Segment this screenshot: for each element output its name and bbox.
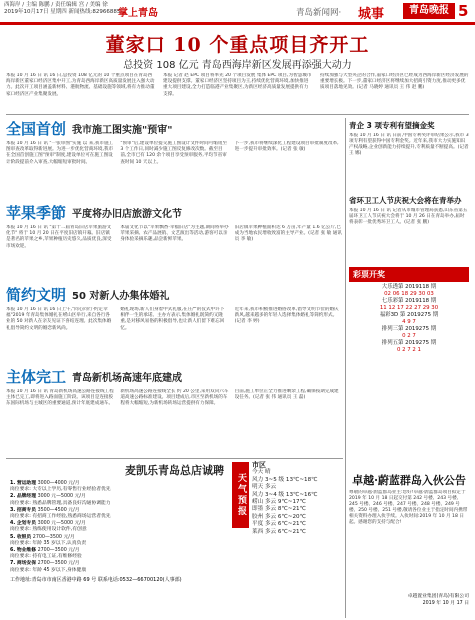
right-item-body: 本报 10 月 16 日 讯 日前,中国专利奖评审结果公示,我市 3 项专利有望获得中国专利金奖。近年来,我市大力实施知识产权战略,企业创新能力持续提升,专利质量不断提高。(记者 王 娜) — [349, 133, 469, 157]
lottery-numbers: 02 06 18 29 30 03 — [384, 291, 434, 297]
ad-item-salary: 2700—3500 元/月 — [37, 561, 80, 567]
weather-row: 明天 多云 — [252, 484, 277, 491]
article-2 — [6, 202, 343, 282]
list-item — [10, 561, 224, 573]
ad-item-label: 1. 营运助理 — [10, 481, 37, 486]
ad-item-label: 5. 收银员 — [10, 534, 32, 540]
lottery-line: 排列五第 2019275 期 — [381, 340, 437, 346]
article-title: 简约文明 — [6, 286, 67, 304]
divider — [6, 114, 469, 115]
app-logo: 掌上青岛 — [118, 8, 158, 19]
header-rule — [0, 22, 475, 25]
ad-item-desc: 岗位要求: 熟练使用设计软件,有创意 — [10, 527, 87, 533]
ad-item-label: 3. 招商专员 — [10, 507, 37, 513]
weather-row: 即墨 多云 8℃~21℃ — [252, 506, 306, 513]
weather-row: 平度 多云 6℃~21℃ — [252, 521, 306, 528]
article-3 — [6, 284, 343, 364]
page-number: 5 — [458, 2, 469, 20]
page-header — [0, 0, 475, 22]
ad-item-desc: 岗位要求: 大专以上学历,有零售行业经验者优先 — [10, 487, 111, 493]
weather-row: 崂山 多云 9℃~17℃ — [252, 499, 306, 506]
ad-item-desc: 岗位要求: 年龄 45 岁以下,身体健康 — [10, 567, 87, 573]
right-item-title: 青企 3 项专利有望摘金奖 — [349, 121, 435, 130]
article-col: 旧店镇苹果种植面积达 6 万亩,年产量 1.6 亿公斤,已成为当地农民增收致富的主导产业。(记者 张 敏 通讯员 李 敏) — [234, 225, 342, 243]
header-meta — [4, 2, 120, 16]
ad-list — [6, 481, 228, 574]
lottery-line: 大乐透第 2019118 期 — [381, 284, 437, 290]
article-subtitle: 50 对新人办集体婚礼 — [72, 291, 170, 302]
weather-row: 今天 晴 — [252, 469, 271, 476]
lead-col-2: 本报 记者 赵 EPC 项目将率先 20 个项目发展 集体 EPC 项目,为智慧城市建设提供支撑。董家口经济区坚持项目为王,持续优化营商环境,加快推进重大项目建设,全力打造临港产业集聚区,为新区经济高质量发展提供有力支撑。 — [163, 73, 312, 97]
masthead-badge: 青岛晚报 — [403, 3, 455, 19]
lottery-numbers: 0 2 7 — [402, 333, 416, 339]
ad-item-salary: 2700—3500 元/月 — [37, 548, 80, 554]
weather-row: 胶州 多云 6℃~20℃ — [252, 513, 306, 520]
article-col: 目前,施工单位正全力推进剩余工程,确保按期完成建设任务。(记者 张 伟 通讯员 王 磊) — [234, 389, 339, 401]
weather-row: 风力 3~5 级 13℃~18℃ — [252, 476, 318, 483]
article-title: 主体完工 — [6, 368, 67, 386]
ad-item-desc: 岗位要求: 持有电工证,有维修经验 — [10, 554, 82, 560]
right-item-title: 省环卫工人节庆祝大会将在青举办 — [349, 196, 462, 205]
lottery-list — [349, 284, 469, 354]
article-title: 全国首创 — [6, 120, 67, 138]
article-4 — [6, 366, 343, 456]
notice-title: 卓越·蔚蓝群岛入伙公告 — [352, 474, 466, 487]
article-col: 本报 10 月 16 日 讯 16 日上午,"同心同行·约定幸福"2019 年青岛集体婚礼在崂山区举行,来自各行各业的 50 对新人在亲友见证下喜结连理。此次集体婚礼倡导简约文明的婚恋新风尚。 — [6, 307, 112, 331]
article-subtitle: 平度将办旧店旅游文化节 — [72, 209, 183, 220]
weather-row: 莱西 多云 6℃~21℃ — [252, 528, 306, 535]
section-name: 城事 — [358, 7, 385, 22]
article-1 — [6, 118, 343, 200]
lottery-numbers: 11 12 17 22 27 29 30 — [379, 305, 439, 311]
list-item — [10, 481, 224, 493]
list-item — [10, 508, 224, 520]
ad-item-salary: 3000 元—5000 元/月 — [37, 521, 86, 527]
notice-footer: 卓越置业集团(青岛)有限公司 2019 年 10 月 17 日 — [407, 594, 469, 606]
article-col: 下一步,我市将继续深化工程建设项目审批制度改革,进一步提升审批效率。(记者 张 敏) — [234, 141, 339, 153]
lead-col-3: 持续加强与大型央企的合作,董家口经济区已经成为西海岸新区经济发展的重要增长极。下一步,董家口经济区将继续加大招商引资力度,推动更多优质项目落地见效。(记者 马晓婷 通讯员 王 伟 赵 鹏) — [320, 73, 469, 91]
lead-col-1: 本报 10 月 16 日 讯 16 日,总投资 108 亿元的 10 个重点项目在青岛西海岸新区董家口经济区集中开工,为青岛西海岸新区高质量发展注入强大动力。此次开工项目涵盖新材料、港航物流、基础设施等领域,将有力推动董家口经济区产业集聚发展。 — [6, 73, 155, 97]
lead-body — [6, 73, 469, 111]
article-col: "预审"后,建设单位提交施工图设计文件时间可缩短至 3 个工作日,同时减少施工图反复修改次数。截至目前,全市已有 120 余个项目享受预审服务,平均节省审查时间 10 天以上。 — [120, 141, 228, 165]
lead-subhead: 总投资 108 亿元 青岛西海岸新区发展再添强大动力 — [123, 60, 352, 71]
header-meta-line2: 2019年10月17日 星期四 新闻热线:82966885 — [4, 9, 121, 15]
article-col: 婚礼现场,新人们身着中式礼服,在庄严的仪式中许下相伴一生的承诺。主办方表示,集体婚礼既简约又隆重,是对移风易俗的积极倡导,也让新人们留下难忘回忆。 — [120, 307, 225, 331]
right-item-body: 本报 10 月 16 日 讯 记者从市城市管理局获悉,山东省第五届环卫工人节庆祝大会将于 10 月 26 日在青岛举办,届时将表彰一批优秀环卫工人。(记者 张 鹏) — [349, 208, 468, 226]
notice-block — [349, 470, 469, 606]
ad-item-salary: 3000—4000 元/月 — [37, 481, 80, 486]
lottery-numbers: 0 2 7 2 1 — [396, 347, 421, 353]
lead-headline: 董家口 10 个重点项目齐开工 — [105, 34, 370, 56]
ad-item-label: 2. 品牌经理 — [10, 494, 37, 500]
lottery-line: 排列三第 2019275 期 — [381, 326, 437, 332]
right-column — [349, 118, 469, 354]
article-col: 本届文化节以"苹果飘香·幸福旧店"为主题,期间将举办苹果采摘、农产品展销、文艺演出等活动,游客可以亲身体验采摘乐趣,品尝新鲜苹果。 — [120, 225, 229, 243]
ad-item-desc: 岗位要求: 熟悉品牌管理,具备良好沟通协调能力 — [10, 500, 111, 506]
ad-item-desc: 岗位要求: 有招商工作经验,熟悉商场运营者优先 — [10, 514, 111, 520]
left-articles — [6, 118, 343, 458]
ad-item-label: 7. 商场安保 — [10, 561, 37, 567]
notice-body: 尊敬的卓越·蔚蓝群岛业主:您好!卓越·蔚蓝群岛项目拟定于 2019 年 10 月 18 日起交付第 242 号楼、243 号楼、245 号楼、246 号楼、247 号楼、248 号楼、249 号楼、250 号楼、251 号楼,敬请各位业主于指定时间内携带相关资料办理入伙手续。入伙时间:2019 年 10 月 18 日起。感谢您的支持与配合! — [349, 490, 468, 526]
ad-item-salary: 2700—3500 元/月 — [32, 534, 75, 540]
article-col: 本报 10 月 16 日 讯 "第十二届青岛旧店苹果旅游文化节" 将于 10 月 20 日在平度旧店镇开幕。旧店镇是著名的苹果之乡,苹果种植历史悠久,品质优良,深受市场欢迎。 — [6, 225, 112, 249]
header-meta-line1: 西海岸 / 主编 陈鹏 / 责任编辑 宫 / 美编 徐 — [4, 2, 108, 8]
lottery-line: 七乐彩第 2019118 期 — [381, 298, 437, 304]
ad-item-label: 6. 物业维修 — [10, 548, 37, 554]
lottery-numbers: 4 9 7 — [402, 319, 416, 325]
weather-title: 市区 — [252, 461, 266, 469]
article-col: 本报 10 月 16 日 讯 青岛新机场高速公路连接线工程主体已完工,即将进入路面施工阶段。该项目是连接胶东国际机场与主城区的重要通道,预计年底建成通车。 — [6, 389, 114, 407]
list-item — [10, 548, 224, 560]
ad-item-salary: 3500—4500 元/月 — [37, 507, 80, 513]
weather-band: 天气预报 — [232, 462, 249, 528]
ad-item-desc: 岗位要求: 年龄 35 岁以下,认真负责 — [10, 540, 87, 546]
ad-contact: 工作地址:青岛市市南区香港中路 69 号 联系电话:0532—66700120(人事部) — [10, 576, 182, 583]
list-item — [10, 494, 224, 506]
brand-name: 青岛新闻网· — [296, 8, 342, 18]
article-subtitle: 我市施工图实施"预审" — [72, 125, 173, 136]
article-col: 本报 10 月 16 日 讯 "一张审图"实施 以 来,我市施工图审查改革取得新进展。为进一步优化营商环境,我市在全国首创施工图"预审"制度,建设单位可在施工图设计阶段提前介入审查,大幅缩短审批时间。 — [6, 141, 114, 165]
article-col: 近年来,我市积极推进婚俗改革,倡导文明节俭的婚庆新风,越来越多的年轻人选择集体婚礼等简约形式。(记者 李 婷) — [234, 307, 339, 325]
ad-item-salary: 3000 元—5000 元/月 — [37, 494, 86, 500]
weather-box — [252, 462, 340, 562]
weather-row: 风力 3~4 级 13℃~16℃ — [252, 491, 318, 498]
article-col: 新机场高速公路连接线全长 约 20 公里,采用双向六车道高速公路标准建设。项目建成后,市区至新机场的车程将大幅缩短,为新机场转场运营提供有力保障。 — [120, 389, 229, 407]
lottery-title: 彩票开奖 — [349, 267, 469, 282]
article-title: 苹果季節 — [6, 204, 67, 222]
lottery-line: 福彩3D 第 2019275 期 — [379, 312, 439, 318]
ad-item-label: 4. 企划专员 — [10, 521, 37, 527]
column-divider — [345, 118, 346, 618]
list-item — [10, 521, 224, 533]
ad-title: 麦凯乐青岛总店诚聘 — [125, 464, 224, 477]
article-subtitle: 青岛新机场高速年底建成 — [72, 373, 183, 384]
list-item — [10, 535, 224, 547]
